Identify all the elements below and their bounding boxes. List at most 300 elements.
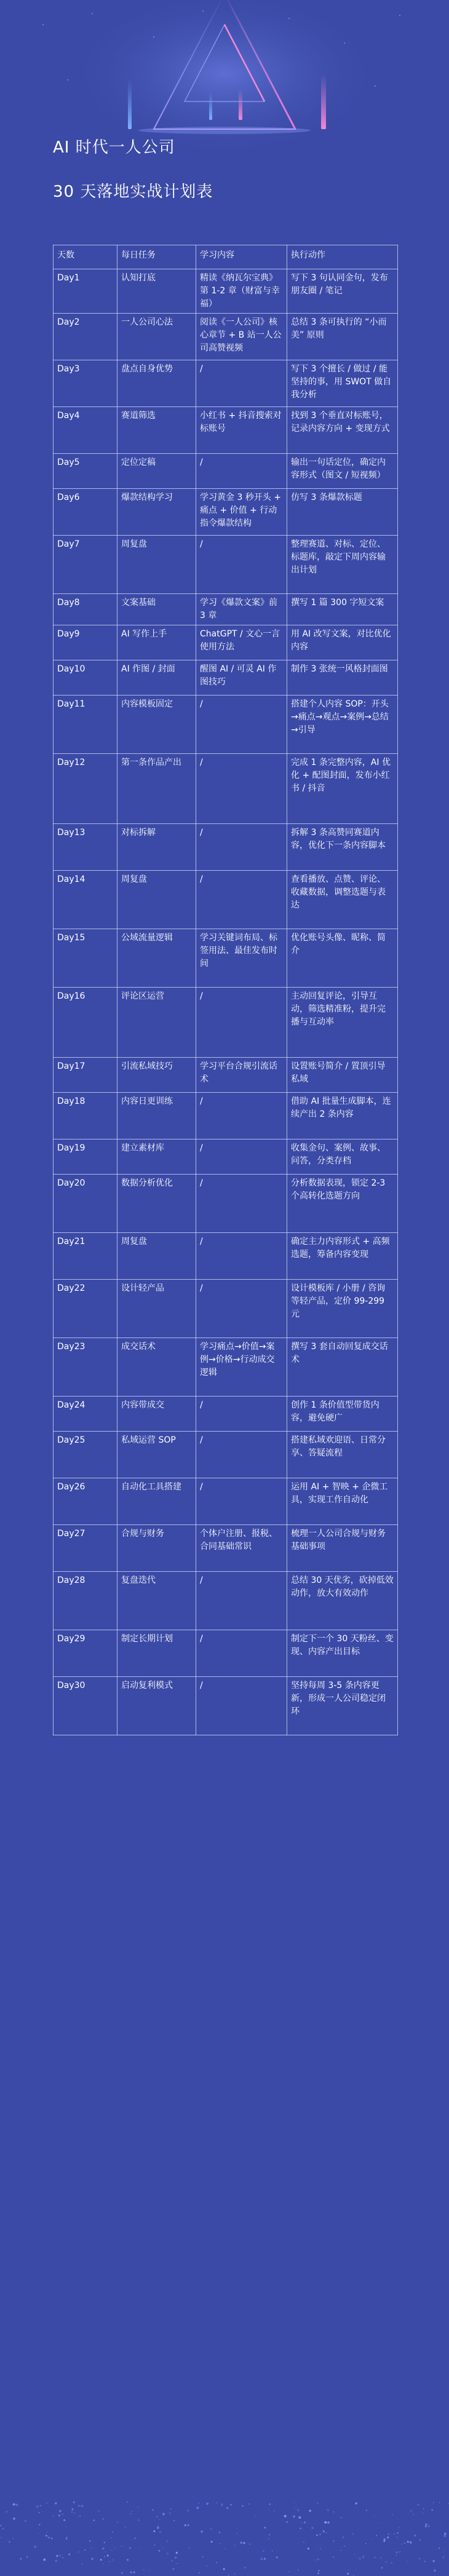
decorative-dot — [399, 2551, 400, 2553]
cell-task: 自动化工具搭建 — [117, 1478, 196, 1525]
cell-day: Day8 — [54, 594, 117, 625]
decorative-dot — [216, 2562, 217, 2563]
decorative-dot — [25, 2521, 26, 2522]
cell-learn: 学习平台合规引流话术 — [196, 1058, 287, 1093]
table-body — [54, 269, 398, 1735]
decorative-dot — [355, 2502, 357, 2504]
decorative-dot — [127, 2559, 129, 2561]
cell-action: 运用 AI + 智映 + 企微工具，实现工作自动化 — [287, 1478, 398, 1525]
decorative-dot — [206, 2566, 207, 2567]
decorative-dot-pattern — [0, 2478, 449, 2576]
decorative-dot — [419, 2558, 420, 2559]
decorative-dot — [272, 2550, 273, 2551]
decorative-dot — [380, 2557, 382, 2559]
decorative-dot — [206, 2503, 209, 2505]
cell-action: 制作 3 张统一风格封面图 — [287, 660, 398, 696]
cell-action: 主动回复评论，引导互动，筛选精准粉，提升完播与互动率 — [287, 988, 398, 1058]
decorative-dot — [91, 2558, 93, 2560]
decorative-dot — [129, 2547, 131, 2549]
decorative-dot — [320, 2534, 321, 2535]
cell-learn: 精读《纳瓦尔宝典》第 1-2 章（财富与幸福） — [196, 269, 287, 314]
decorative-dot — [391, 2562, 392, 2564]
table-row — [54, 1432, 398, 1478]
decorative-dot — [243, 2542, 245, 2544]
decorative-dot — [131, 2511, 132, 2512]
decorative-dot — [172, 2560, 173, 2561]
cell-learn: / — [196, 360, 287, 407]
decorative-dot — [154, 2530, 156, 2532]
decorative-dot — [268, 2538, 269, 2540]
cell-task: AI 写作上手 — [117, 625, 196, 660]
decorative-dot — [176, 2552, 178, 2554]
cell-learn: / — [196, 1175, 287, 1233]
table-row — [54, 871, 398, 929]
decorative-dot — [62, 2557, 63, 2558]
cell-action: 仿写 3 条爆款标题 — [287, 489, 398, 536]
decorative-dot — [82, 2564, 83, 2565]
cell-learn: / — [196, 1432, 287, 1478]
decorative-dot — [376, 2535, 377, 2536]
decorative-dot — [167, 2541, 168, 2542]
table-row — [54, 1397, 398, 1432]
cell-day: Day23 — [54, 1338, 117, 1397]
cell-day: Day20 — [54, 1175, 117, 1233]
cell-task: 复盘迭代 — [117, 1572, 196, 1630]
decorative-dot — [89, 2540, 90, 2542]
cell-task: 爆款结构学习 — [117, 489, 196, 536]
cell-day: Day14 — [54, 871, 117, 929]
decorative-dot — [234, 2574, 236, 2575]
decorative-dot — [173, 2520, 175, 2521]
decorative-dot — [423, 2508, 424, 2510]
decorative-dot — [387, 2537, 389, 2539]
decorative-dot — [46, 2535, 47, 2537]
decorative-dot — [347, 2573, 349, 2575]
decorative-dot — [340, 2550, 341, 2551]
table-row — [54, 1093, 398, 1139]
decorative-dot — [66, 2538, 67, 2540]
table-row — [54, 536, 398, 594]
decorative-dot — [157, 2516, 158, 2517]
decorative-dot — [220, 2543, 221, 2545]
cell-task: 定位定稿 — [117, 454, 196, 489]
decorative-dot — [264, 2558, 266, 2559]
decorative-dot — [127, 2502, 128, 2503]
cell-task: 内容日更训练 — [117, 1093, 196, 1139]
decorative-dot — [167, 2553, 168, 2554]
decorative-dot — [115, 2548, 116, 2549]
decorative-dot — [419, 2539, 421, 2541]
cell-task: 启动复利模式 — [117, 1677, 196, 1735]
table-row — [54, 1139, 398, 1175]
decorative-dot — [109, 2561, 110, 2562]
decorative-dot — [317, 2503, 318, 2504]
cell-day: Day29 — [54, 1630, 117, 1677]
cell-action: 设计模板库 / 小册 / 咨询等轻产品，定价 99-299 元 — [287, 1280, 398, 1338]
cell-task: 认知打底 — [117, 269, 196, 314]
decorative-dot — [1, 2537, 2, 2538]
decorative-dot — [0, 2525, 1, 2526]
decorative-dot — [218, 2535, 219, 2536]
decorative-dot — [139, 2547, 140, 2548]
decorative-dot — [31, 2518, 33, 2519]
decorative-dot — [189, 2548, 190, 2549]
decorative-dot — [121, 2545, 122, 2546]
decorative-dot — [91, 2548, 92, 2549]
decorative-dot — [432, 2560, 435, 2562]
table-header-row — [54, 245, 398, 269]
decorative-dot — [113, 2559, 114, 2561]
decorative-dot — [78, 2505, 81, 2507]
decorative-dot — [428, 2526, 429, 2527]
decorative-dot — [53, 2516, 54, 2517]
decorative-dot — [288, 2571, 289, 2572]
decorative-dot — [352, 2533, 354, 2535]
cell-task: 盘点自身优势 — [117, 360, 196, 407]
cell-task: 设计轻产品 — [117, 1280, 196, 1338]
cell-action: 创作 1 条价值型带货内容，避免硬广 — [287, 1397, 398, 1432]
decorative-dot — [293, 2502, 294, 2503]
cell-day: Day15 — [54, 929, 117, 988]
decorative-dot — [443, 2535, 446, 2537]
decorative-dot — [169, 2513, 170, 2514]
decorative-dot — [172, 2568, 174, 2570]
decorative-dot — [444, 2532, 447, 2535]
decorative-dot — [201, 2530, 203, 2533]
decorative-dot — [417, 2503, 419, 2506]
decorative-dot — [396, 2555, 397, 2556]
decorative-dot — [103, 2563, 104, 2564]
table-row — [54, 407, 398, 454]
decorative-dot — [343, 2537, 344, 2538]
decorative-dot — [441, 2521, 442, 2522]
decorative-dot — [152, 2509, 154, 2511]
decorative-dot — [399, 2527, 400, 2528]
cell-day: Day22 — [54, 1280, 117, 1338]
decorative-dot — [240, 2542, 242, 2544]
cell-learn: / — [196, 988, 287, 1058]
cell-task: 周复盘 — [117, 1233, 196, 1280]
decorative-dot — [324, 2521, 327, 2524]
decorative-dot — [242, 2505, 244, 2507]
decorative-dot — [196, 2507, 199, 2509]
decorative-dot — [16, 2503, 18, 2506]
cell-learn: / — [196, 824, 287, 871]
cell-learn: / — [196, 696, 287, 754]
decorative-dot — [269, 2534, 270, 2535]
plan-table-container — [53, 245, 397, 1735]
table-row — [54, 1525, 398, 1572]
decorative-dot — [434, 2569, 436, 2572]
decorative-dot — [184, 2524, 186, 2526]
cell-learn: / — [196, 1630, 287, 1677]
cell-learn: / — [196, 1572, 287, 1630]
table-row — [54, 929, 398, 988]
decorative-dot — [425, 2524, 427, 2526]
decorative-dot — [111, 2550, 113, 2551]
decorative-dot — [366, 2510, 367, 2511]
cell-learn: / — [196, 1233, 287, 1280]
decorative-dot — [154, 2545, 155, 2546]
decorative-dot — [327, 2509, 329, 2511]
cell-task: 内容模板固定 — [117, 696, 196, 754]
decorative-dot — [71, 2511, 73, 2513]
table-row — [54, 660, 398, 696]
cell-day: Day28 — [54, 1572, 117, 1630]
table-row — [54, 360, 398, 407]
cell-action: 撰写 1 篇 300 字短文案 — [287, 594, 398, 625]
decorative-dot — [396, 2537, 397, 2538]
cell-action: 整理赛道、对标、定位、标题库，敲定下周内容输出计划 — [287, 536, 398, 594]
decorative-dot — [78, 2551, 79, 2553]
decorative-dot — [237, 2533, 238, 2534]
decorative-dot — [311, 2527, 314, 2529]
decorative-dot — [381, 2567, 383, 2569]
decorative-dot — [46, 2503, 47, 2504]
decorative-dot — [93, 2519, 95, 2521]
decorative-dot — [383, 2540, 385, 2542]
cell-day: Day9 — [54, 625, 117, 660]
decorative-dot — [249, 2543, 250, 2545]
cell-day: Day11 — [54, 696, 117, 754]
cell-learn: 醒图 AI / 可灵 AI 作图技巧 — [196, 660, 287, 696]
decorative-dot — [274, 2510, 275, 2511]
table-row — [54, 489, 398, 536]
decorative-dot — [159, 2519, 161, 2520]
decorative-dot — [130, 2571, 132, 2573]
decorative-dot — [55, 2502, 57, 2504]
decorative-dot — [103, 2518, 104, 2519]
decorative-dot — [20, 2558, 22, 2560]
cell-action: 梳理一人公司合规与财务基础事项 — [287, 1525, 398, 1572]
decorative-dot — [34, 2546, 36, 2548]
table-row — [54, 1630, 398, 1677]
decorative-dot — [344, 2545, 346, 2546]
column-header-action: 执行动作 — [287, 245, 398, 269]
decorative-dot — [410, 2510, 412, 2512]
decorative-dot — [48, 2537, 49, 2538]
decorative-dot — [104, 2556, 105, 2558]
decorative-dot — [62, 2514, 63, 2515]
plan-table — [53, 245, 398, 1735]
cell-day: Day18 — [54, 1093, 117, 1139]
decorative-dot — [36, 2505, 39, 2508]
decorative-dot — [269, 2503, 271, 2505]
column-header-learn: 学习内容 — [196, 245, 287, 269]
cell-action: 设置账号简介 / 置顶引导私域 — [287, 1058, 398, 1093]
decorative-dot — [177, 2563, 178, 2564]
decorative-dot — [285, 2556, 287, 2558]
decorative-dot — [297, 2509, 300, 2511]
decorative-dot — [333, 2511, 334, 2513]
decorative-dot — [226, 2507, 229, 2510]
decorative-dot — [13, 2518, 15, 2520]
hero-illustration — [0, 0, 449, 148]
cell-day: Day1 — [54, 269, 117, 314]
decorative-dot — [162, 2547, 163, 2548]
cell-learn: / — [196, 1093, 287, 1139]
decorative-dot — [98, 2510, 100, 2511]
cell-action: 确定主力内容形式 + 高频选题，筹备内容变现 — [287, 1233, 398, 1280]
table-row — [54, 1058, 398, 1093]
decorative-dot — [59, 2554, 61, 2556]
decorative-dot — [362, 2556, 365, 2558]
decorative-dot — [221, 2503, 223, 2505]
cell-task: 第一条作品产出 — [117, 754, 196, 824]
table-row — [54, 625, 398, 660]
table-row — [54, 696, 398, 754]
decorative-dot — [303, 2570, 304, 2572]
cell-learn: 小红书 + 抖音搜索对标账号 — [196, 407, 287, 454]
cell-learn: 阅读《一人公司》核心章节 + B 站一人公司高赞视频 — [196, 314, 287, 360]
decorative-dot — [55, 2559, 57, 2562]
cell-day: Day7 — [54, 536, 117, 594]
decorative-dot — [138, 2519, 140, 2521]
page-title: AI 时代一人公司 — [53, 138, 175, 157]
decorative-dot — [51, 2537, 53, 2539]
cell-task: AI 作图 / 封面 — [117, 660, 196, 696]
decorative-dot — [13, 2503, 15, 2506]
decorative-dot — [223, 2568, 225, 2570]
decorative-dot — [221, 2505, 223, 2507]
cell-day: Day25 — [54, 1432, 117, 1478]
decorative-dot — [396, 2551, 398, 2553]
cell-day: Day16 — [54, 988, 117, 1058]
cell-day: Day13 — [54, 824, 117, 871]
decorative-dot — [309, 2510, 311, 2511]
decorative-dot — [388, 2534, 389, 2535]
cell-day: Day19 — [54, 1139, 117, 1175]
cell-action: 优化账号头像、昵称、简介 — [287, 929, 398, 988]
decorative-dot — [133, 2571, 135, 2573]
cell-learn: / — [196, 1280, 287, 1338]
column-header-task: 每日任务 — [117, 245, 196, 269]
decorative-dot — [224, 2548, 226, 2550]
cell-action: 搭建个人内容 SOP：开头→痛点→观点→案例→总结→引导 — [287, 696, 398, 754]
decorative-dot — [365, 2543, 367, 2544]
cell-action: 总结 30 天优劣，砍掉低效动作，放大有效动作 — [287, 1572, 398, 1630]
cell-learn: 学习痛点→价值→案例→价格→行动成交逻辑 — [196, 1338, 287, 1397]
cell-day: Day24 — [54, 1397, 117, 1432]
decorative-dot — [326, 2532, 327, 2533]
decorative-dot — [26, 2556, 28, 2558]
cell-learn: / — [196, 871, 287, 929]
decorative-dot — [143, 2569, 145, 2570]
cell-task: 一人公司心法 — [117, 314, 196, 360]
decorative-dot — [38, 2512, 39, 2513]
decorative-dot — [442, 2556, 445, 2559]
cell-action: 用 AI 改写文案，对比优化内容 — [287, 625, 398, 660]
decorative-dot — [293, 2516, 295, 2518]
decorative-dot — [317, 2572, 319, 2574]
cell-learn: 学习黄金 3 秒开头 + 痛点 + 价值 + 行动指令爆款结构 — [196, 489, 287, 536]
decorative-dot — [6, 2511, 7, 2513]
cell-learn: / — [196, 1478, 287, 1525]
decorative-dot — [439, 2548, 440, 2549]
cell-task: 私域运营 SOP — [117, 1432, 196, 1478]
decorative-dot — [410, 2541, 412, 2543]
decorative-dot — [284, 2515, 287, 2518]
cell-learn: / — [196, 754, 287, 824]
decorative-dot — [159, 2531, 161, 2533]
decorative-dot — [40, 2505, 41, 2507]
cell-action: 写下 3 个擅长 / 做过 / 能坚持的事，用 SWOT 做自我分析 — [287, 360, 398, 407]
cell-task: 周复盘 — [117, 536, 196, 594]
decorative-dot — [9, 2541, 11, 2543]
cell-task: 制定长期计划 — [117, 1630, 196, 1677]
decorative-dot — [298, 2516, 301, 2519]
decorative-dot — [414, 2534, 416, 2537]
decorative-dot — [318, 2570, 320, 2572]
table-row — [54, 1677, 398, 1735]
decorative-dot — [43, 2559, 46, 2561]
cell-action: 搭建私域欢迎语、日常分享、答疑流程 — [287, 1432, 398, 1478]
cell-action: 查看播放、点赞、评论、收藏数据，调整选题与表达 — [287, 871, 398, 929]
decorative-dot — [81, 2505, 84, 2507]
table-row — [54, 269, 398, 314]
cell-action: 总结 3 条可执行的 “小而美” 原则 — [287, 314, 398, 360]
decorative-dot — [424, 2561, 425, 2562]
decorative-dot — [317, 2545, 318, 2546]
decorative-dot — [300, 2527, 301, 2529]
decorative-dot — [287, 2521, 288, 2522]
decorative-dot — [130, 2513, 132, 2515]
decorative-dot — [121, 2572, 122, 2574]
decorative-dot — [104, 2542, 105, 2543]
decorative-dot — [216, 2502, 217, 2503]
decorative-dot — [134, 2538, 135, 2539]
decorative-dot — [276, 2556, 278, 2558]
decorative-dot — [374, 2556, 376, 2558]
cell-action: 借助 AI 批量生成脚本，连续产出 2 条内容 — [287, 1093, 398, 1139]
decorative-dot — [425, 2526, 427, 2527]
cell-action: 撰写 3 套自动回复成交话术 — [287, 1338, 398, 1397]
cell-action: 写下 3 句认同金句，发布朋友圈 / 笔记 — [287, 269, 398, 314]
decorative-dot — [2, 2528, 4, 2530]
decorative-dot — [372, 2538, 373, 2540]
decorative-dot — [301, 2522, 303, 2524]
cell-action: 制定下一个 30 天粉丝、变现、内容产出目标 — [287, 1630, 398, 1677]
decorative-dot — [383, 2538, 385, 2540]
table-row — [54, 1478, 398, 1525]
decorative-dot — [304, 2521, 306, 2523]
decorative-dot — [359, 2558, 360, 2559]
decorative-dot — [63, 2519, 65, 2521]
decorative-dot — [66, 2537, 68, 2538]
cell-learn: 个体户注册、报税、合同基础常识 — [196, 1525, 287, 1572]
cell-learn: / — [196, 454, 287, 489]
table-row — [54, 988, 398, 1058]
decorative-dot — [316, 2534, 318, 2536]
table-row — [54, 314, 398, 360]
cell-task: 赛道筛选 — [117, 407, 196, 454]
cell-learn: / — [196, 1397, 287, 1432]
cell-task: 合规与财务 — [117, 1525, 196, 1572]
decorative-dot — [295, 2507, 296, 2508]
decorative-dot — [100, 2559, 102, 2561]
cell-action: 找到 3 个垂直对标账号，记录内容方向 + 变现方式 — [287, 407, 398, 454]
decorative-dot — [112, 2531, 114, 2533]
cell-task: 评论区运营 — [117, 988, 196, 1058]
decorative-dot — [158, 2526, 159, 2527]
cell-action: 分析数据表现，锁定 2-3 个高转化选题方向 — [287, 1175, 398, 1233]
decorative-dot — [47, 2532, 48, 2533]
cell-action: 完成 1 条完整内容，AI 优化 + 配图封面，发布小红书 / 抖音 — [287, 754, 398, 824]
decorative-dot — [202, 2556, 203, 2558]
cell-action: 收集金句、案例、故事、问答，分类存档 — [287, 1139, 398, 1175]
decorative-dot — [84, 2550, 85, 2551]
table-row — [54, 1175, 398, 1233]
